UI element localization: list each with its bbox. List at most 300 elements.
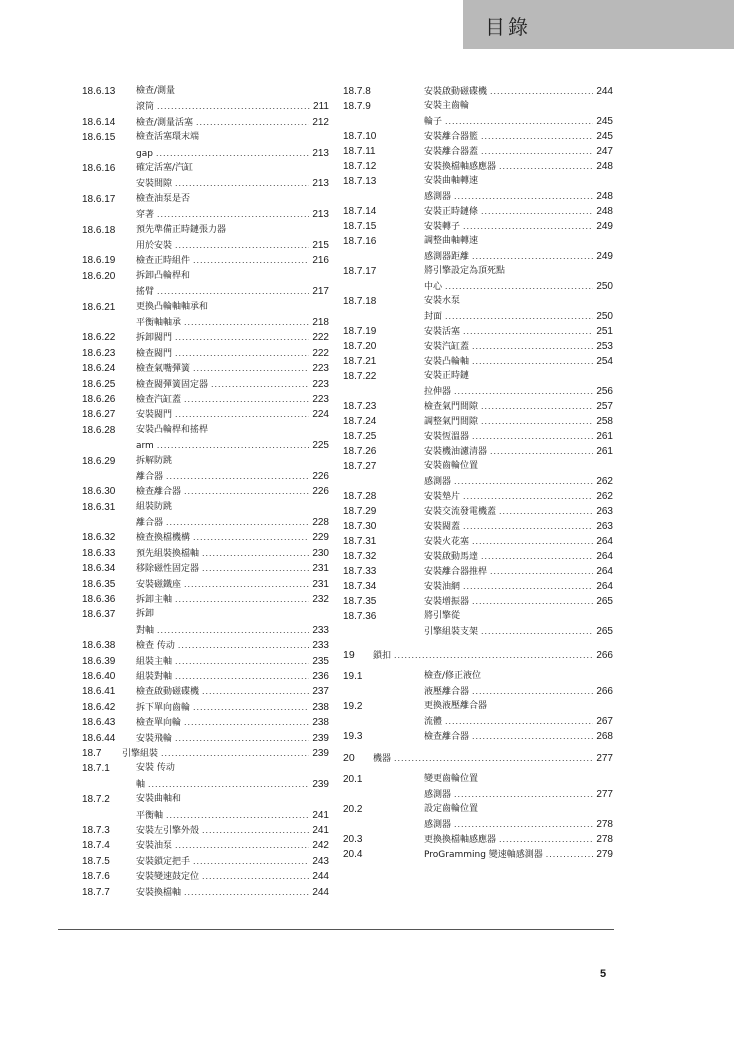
toc-entry-title: ProGramming 變速軸感測器	[424, 850, 543, 860]
toc-entry-title: 安裝墊片	[424, 492, 461, 502]
toc-entry-number: 18.7.11	[343, 146, 376, 157]
toc-entry-title: 安裝閥蓋	[424, 522, 461, 532]
toc-entry-number: 18.7.5	[82, 855, 110, 867]
toc-entry[interactable]	[82, 638, 329, 653]
dot-leader	[175, 654, 309, 669]
toc-entry-title-line1: 安裝水泵	[424, 296, 461, 306]
dot-leader	[481, 414, 593, 429]
dot-leader	[184, 392, 309, 407]
toc-entry-number: 18.7.35	[343, 596, 377, 607]
toc-entry[interactable]	[82, 484, 329, 499]
dot-leader	[490, 84, 593, 99]
toc-entry-page: 264	[596, 551, 613, 562]
toc-entry-page: 262	[596, 491, 613, 502]
toc-entry[interactable]	[343, 99, 613, 129]
toc-entry-page: 212	[312, 116, 329, 128]
toc-entry-page: 223	[312, 393, 329, 405]
toc-entry-number: 20.4	[343, 849, 363, 860]
dot-leader	[157, 207, 309, 222]
toc-entry-title: 安裝活塞	[424, 327, 461, 337]
toc-entry[interactable]	[82, 838, 329, 853]
toc-entry-title: 安裝凸輪軸	[424, 357, 470, 367]
dot-leader	[184, 885, 309, 900]
page-number: 5	[600, 968, 607, 980]
toc-entry-number: 18.6.36	[82, 594, 116, 606]
toc-entry[interactable]	[343, 729, 613, 744]
toc-entry-title-line1: 更換液壓離合器	[424, 701, 488, 711]
toc-entry[interactable]	[82, 392, 329, 407]
toc-entry-number: 18.7.10	[343, 131, 377, 142]
toc-entry-page: 243	[312, 855, 329, 867]
toc-entry[interactable]	[343, 669, 613, 699]
toc-entry-title-line1: 安裝 传动	[136, 763, 175, 774]
toc-entry-number: 18.6.44	[82, 732, 116, 744]
toc-entry-number: 18.7.29	[343, 506, 377, 517]
toc-entry-title: 安裝磁鐵座	[136, 579, 182, 590]
toc-entry-number: 18.6.32	[82, 532, 116, 544]
toc-entry-number: 18.6.43	[82, 717, 116, 729]
toc-entry[interactable]	[82, 700, 329, 715]
toc-entry-number: 19	[343, 649, 355, 661]
toc-entry[interactable]	[343, 294, 613, 324]
toc-entry-number: 18.7.14	[343, 206, 377, 217]
toc-entry-page: 257	[596, 401, 613, 412]
dot-leader	[184, 577, 309, 592]
toc-entry-page: 245	[596, 131, 613, 142]
toc-entry-number: 18.6.15	[82, 132, 116, 144]
toc-entry[interactable]	[343, 564, 613, 579]
toc-entry-title-line1: 組裝防跳	[136, 501, 173, 512]
toc-entry-title-line1: 檢查油泵是否	[136, 193, 191, 204]
toc-entry[interactable]	[343, 264, 613, 294]
toc-entry-title: 輪子	[424, 117, 443, 127]
toc-entry-number: 18.7.28	[343, 491, 377, 502]
toc-entry-title: 平衡軸	[136, 810, 164, 821]
toc-entry[interactable]	[343, 174, 613, 204]
toc-entry-page: 242	[312, 840, 329, 852]
toc-entry[interactable]	[82, 346, 329, 361]
toc-entry[interactable]	[82, 715, 329, 730]
toc-entry[interactable]	[343, 648, 613, 663]
toc-entry-page: 223	[312, 378, 329, 390]
toc-entry-number: 18.6.28	[82, 424, 116, 436]
dot-leader	[175, 330, 309, 345]
toc-entry-page: 264	[596, 566, 613, 577]
toc-entry-number: 18.6.26	[82, 393, 116, 405]
toc-entry-number: 18.6.39	[82, 655, 116, 667]
toc-entry[interactable]	[343, 519, 613, 534]
toc-entry-number: 18.6.13	[82, 86, 116, 97]
toc-entry-title: 拆卸主軸	[136, 595, 173, 606]
toc-entry-page: 250	[596, 281, 613, 292]
toc-entry-title: 安裝機油濾清器	[424, 447, 488, 457]
toc-entry-number: 18.6.25	[82, 378, 116, 390]
toc-entry-title: 軸	[136, 779, 146, 790]
toc-entry-title: 安裝恆溫器	[424, 432, 470, 442]
toc-entry[interactable]	[82, 669, 329, 684]
dot-leader	[166, 515, 309, 530]
toc-entry-number: 18.7.34	[343, 581, 377, 592]
toc-entry-title: 檢查單向輪	[136, 718, 182, 729]
toc-entry-title-line1: 安裝齒輪位置	[424, 461, 479, 471]
toc-entry-page: 249	[596, 221, 613, 232]
toc-entry-number: 18.6.35	[82, 578, 116, 590]
toc-entry[interactable]	[82, 377, 329, 392]
toc-entry-title: 檢查閥門	[136, 348, 173, 359]
toc-entry[interactable]	[82, 869, 329, 884]
toc-entry-number: 18.7.6	[82, 871, 110, 883]
toc-entry[interactable]	[82, 607, 329, 638]
toc-entry-page: 238	[312, 701, 329, 713]
toc-entry[interactable]	[343, 549, 613, 564]
toc-entry-page: 279	[596, 849, 613, 860]
toc-entry[interactable]	[343, 579, 613, 594]
dot-leader	[481, 129, 593, 144]
toc-entry-title: 安裝左引擎外殼	[136, 825, 200, 836]
dot-leader	[499, 159, 593, 174]
toc-entry[interactable]	[82, 546, 329, 561]
toc-entry[interactable]	[82, 654, 329, 669]
toc-entry-page: 277	[596, 789, 613, 800]
toc-entry-number: 18.7.13	[343, 176, 377, 187]
toc-entry[interactable]	[82, 300, 329, 331]
toc-entry-title: 安裝轉子	[424, 222, 461, 232]
toc-entry[interactable]	[343, 414, 613, 429]
toc-entry[interactable]	[82, 407, 329, 422]
toc-entry-title: 感測器	[424, 477, 452, 487]
toc-entry-title-line1: 安裝曲軸轉速	[424, 176, 479, 186]
toc-entry[interactable]	[343, 399, 613, 414]
toc-entry[interactable]	[343, 459, 613, 489]
toc-entry-title-line1: 更換凸輪軸軸承和	[136, 301, 209, 312]
toc-entry-page: 225	[312, 440, 329, 452]
toc-entry-number: 18.6.33	[82, 547, 116, 559]
toc-entry-page: 213	[312, 178, 329, 190]
toc-entry[interactable]	[343, 444, 613, 459]
toc-entry-page: 232	[312, 594, 329, 606]
toc-entry-title: 檢查換檔機構	[136, 533, 191, 544]
toc-entry-page: 262	[596, 476, 613, 487]
dot-leader	[463, 324, 593, 339]
toc-entry-number: 18.7.9	[343, 101, 371, 112]
toc-entry-page: 261	[596, 431, 613, 442]
toc-entry[interactable]	[82, 761, 329, 792]
toc-entry-title: 液壓離合器	[424, 687, 470, 697]
dot-leader	[166, 469, 309, 484]
toc-entry-title: 安裝油網	[424, 582, 461, 592]
toc-entry[interactable]	[82, 792, 329, 823]
toc-entry-page: 265	[596, 626, 613, 637]
toc-entry[interactable]	[343, 504, 613, 519]
toc-entry-title-line1: 檢查/修正液位	[424, 671, 482, 681]
toc-entry-number: 18.7.2	[82, 794, 110, 806]
toc-entry-title: 移除磁性固定器	[136, 564, 200, 575]
toc-entry[interactable]	[82, 454, 329, 485]
toc-entry[interactable]	[82, 592, 329, 607]
toc-entry[interactable]	[82, 823, 329, 838]
toc-entry-title: arm	[136, 441, 154, 452]
toc-entry-title: 安裝閥門	[136, 410, 173, 421]
dot-leader	[161, 746, 309, 761]
toc-entry[interactable]	[82, 577, 329, 592]
toc-entry-title-line1: 拆解防跳	[136, 455, 173, 466]
toc-entry[interactable]	[343, 832, 613, 847]
dot-leader	[481, 399, 593, 414]
toc-entry-number: 18.7.24	[343, 416, 377, 427]
dot-leader	[157, 623, 309, 638]
toc-entry-page: 233	[312, 640, 329, 652]
toc-entry[interactable]	[82, 500, 329, 531]
dot-leader	[454, 787, 593, 802]
dot-leader	[156, 146, 309, 161]
toc-entry[interactable]	[343, 204, 613, 219]
dot-leader	[193, 361, 309, 376]
toc-entry-title: 流體	[424, 717, 443, 727]
toc-entry-number: 20.1	[343, 774, 363, 785]
toc-entry-number: 18.7.16	[343, 236, 377, 247]
dot-leader	[175, 407, 309, 422]
toc-entry[interactable]	[82, 269, 329, 300]
toc-entry-number: 19.1	[343, 671, 363, 682]
toc-entry-title-line1: 安裝凸輪桿和搖桿	[136, 424, 209, 435]
toc-entry-title: 引擎組裝支架	[424, 627, 479, 637]
toc-entry-number: 18.6.31	[82, 501, 116, 513]
dot-leader	[463, 219, 593, 234]
toc-entry[interactable]	[343, 144, 613, 159]
toc-entry[interactable]	[82, 885, 329, 900]
toc-entry[interactable]	[343, 751, 613, 766]
toc-entry-title-line1: 拆卸凸輪桿和	[136, 270, 191, 281]
toc-entry-title-line1: 安裝曲軸和	[136, 794, 182, 805]
toc-entry-title: 感測器	[424, 790, 452, 800]
dot-leader	[481, 624, 593, 639]
toc-entry-page: 266	[596, 650, 613, 661]
toc-entry[interactable]	[343, 339, 613, 354]
dot-leader	[175, 238, 309, 253]
dot-leader	[193, 530, 309, 545]
toc-entry[interactable]	[82, 854, 329, 869]
dot-leader	[394, 648, 593, 663]
dot-leader	[184, 715, 309, 730]
toc-entry-number: 18.6.21	[82, 301, 116, 313]
toc-entry-number: 20	[343, 752, 355, 764]
toc-entry-number: 18.6.41	[82, 686, 116, 698]
toc-entry-title: 穿著	[136, 210, 155, 221]
toc-entry-page: 222	[312, 347, 329, 359]
toc-entry-page: 222	[312, 332, 329, 344]
toc-entry-page: 236	[312, 671, 329, 683]
footer-divider	[58, 929, 614, 930]
dot-leader	[490, 444, 593, 459]
toc-entry[interactable]	[343, 324, 613, 339]
toc-entry[interactable]	[343, 594, 613, 609]
toc-entry-title-line1: 調整曲軸轉速	[424, 236, 479, 246]
toc-entry-title: 安裝增振器	[424, 597, 470, 607]
toc-entry-title: 檢查閥彈簧固定器	[136, 379, 209, 390]
toc-entry-title: 更換換檔軸感應器	[424, 835, 497, 845]
toc-entry-title: 安裝火花塞	[424, 537, 470, 547]
toc-entry[interactable]	[82, 253, 329, 268]
toc-entry-title: 機器	[373, 754, 392, 764]
dot-leader	[472, 684, 593, 699]
toc-entry[interactable]	[82, 361, 329, 376]
toc-entry-page: 216	[312, 255, 329, 267]
dot-leader	[157, 438, 309, 453]
toc-entry-page: 239	[312, 732, 329, 744]
toc-entry[interactable]	[82, 115, 329, 130]
toc-entry[interactable]	[82, 423, 329, 454]
toc-entry-title-line1: 檢查/測量	[136, 86, 176, 96]
dot-leader	[175, 669, 309, 684]
toc-entry-page: 251	[596, 326, 613, 337]
dot-leader	[472, 249, 593, 264]
toc-entry-number: 18.7	[82, 747, 102, 759]
toc-entry[interactable]	[82, 130, 329, 161]
toc-entry[interactable]	[82, 330, 329, 345]
toc-entry-title: 檢查正時組件	[136, 256, 191, 267]
toc-entry-title: 對軸	[136, 625, 155, 636]
dot-leader	[454, 474, 593, 489]
toc-entry-page: 264	[596, 581, 613, 592]
dot-leader	[178, 638, 309, 653]
toc-entry-number: 20.2	[343, 804, 363, 815]
toc-entry-page: 261	[596, 446, 613, 457]
toc-entry-title: 預先組裝換檔軸	[136, 548, 200, 559]
dot-leader	[445, 114, 593, 129]
toc-entry-page: 231	[312, 563, 329, 575]
toc-entry-number: 18.6.37	[82, 609, 116, 621]
toc-entry-page: 266	[596, 686, 613, 697]
toc-entry[interactable]	[343, 219, 613, 234]
toc-entry-page: 229	[312, 532, 329, 544]
toc-entry-number: 18.7.33	[343, 566, 377, 577]
toc-entry-number: 18.7.22	[343, 371, 377, 382]
dot-leader	[193, 700, 309, 715]
toc-entry-title-line1: 設定齒輪位置	[424, 804, 479, 814]
toc-entry-number: 18.7.26	[343, 446, 377, 457]
toc-entry-page: 238	[312, 717, 329, 729]
dot-leader	[175, 346, 309, 361]
dot-leader	[157, 99, 310, 114]
toc-entry-title: 組裝對軸	[136, 672, 173, 683]
toc-entry[interactable]	[343, 772, 613, 802]
toc-entry[interactable]	[343, 534, 613, 549]
toc-entry-title: 安裝交流發電機蓋	[424, 507, 497, 517]
toc-entry[interactable]	[82, 530, 329, 545]
toc-entry[interactable]	[82, 746, 329, 761]
toc-entry-title: 拉伸器	[424, 387, 452, 397]
toc-entry-page: 241	[312, 809, 329, 821]
toc-entry[interactable]	[82, 731, 329, 746]
toc-entry[interactable]	[343, 369, 613, 399]
toc-entry[interactable]	[82, 684, 329, 699]
toc-entry-page: 244	[312, 886, 329, 898]
dot-leader	[481, 204, 593, 219]
toc-entry-number: 18.6.29	[82, 455, 116, 467]
toc-entry[interactable]	[343, 234, 613, 264]
toc-entry[interactable]	[343, 609, 613, 639]
toc-entry-title: 安裝啟動磁碟機	[424, 87, 488, 97]
dot-leader	[211, 377, 309, 392]
toc-entry[interactable]	[343, 699, 613, 729]
toc-entry-page: 213	[312, 147, 329, 159]
toc-entry-title: 拆下單向齒輪	[136, 702, 191, 713]
toc-entry-number: 18.7.15	[343, 221, 377, 232]
toc-entry[interactable]	[343, 159, 613, 174]
toc-entry[interactable]	[343, 84, 613, 99]
toc-entry-title: 中心	[424, 282, 443, 292]
toc-entry-title: 檢查離合器	[424, 732, 470, 742]
toc-entry-page: 258	[596, 416, 613, 427]
toc-entry-number: 18.6.23	[82, 347, 116, 359]
toc-entry-title: 安裝間隙	[136, 179, 173, 190]
toc-entry-number: 18.6.14	[82, 116, 116, 128]
toc-entry-page: 263	[596, 506, 613, 517]
toc-entry[interactable]	[343, 129, 613, 144]
toc-entry-page: 228	[312, 517, 329, 529]
toc-entry[interactable]	[343, 489, 613, 504]
dot-leader	[193, 253, 309, 268]
toc-entry-page: 264	[596, 536, 613, 547]
toc-entry-page: 248	[596, 161, 613, 172]
toc-entry[interactable]	[82, 84, 329, 115]
dot-leader	[175, 838, 309, 853]
toc-entry-page: 230	[312, 547, 329, 559]
toc-entry[interactable]	[82, 161, 329, 192]
toc-entry-title: 檢查/測量活塞	[136, 117, 194, 128]
dot-leader	[184, 484, 309, 499]
toc-entry-number: 20.3	[343, 834, 363, 845]
toc-entry-title-line1: 拆卸	[136, 609, 155, 620]
toc-entry-title: 檢查汽缸蓋	[136, 394, 182, 405]
dot-leader	[463, 519, 593, 534]
toc-entry-page: 235	[312, 655, 329, 667]
toc-entry-number: 18.7.19	[343, 326, 377, 337]
toc-entry-title-line1: 確定活塞/汽缸	[136, 162, 194, 173]
toc-entry-number: 18.7.31	[343, 536, 377, 547]
toc-entry[interactable]	[343, 429, 613, 444]
toc-entry-number: 18.6.24	[82, 363, 116, 375]
toc-entry-title: 離合器	[136, 518, 164, 529]
toc-entry-title: 安裝離合器推桿	[424, 567, 488, 577]
toc-entry-page: 248	[596, 191, 613, 202]
dot-leader	[472, 534, 593, 549]
toc-entry-title: 拆卸閥門	[136, 333, 173, 344]
toc-entry-number: 18.7.8	[343, 86, 371, 97]
toc-entry-number: 18.6.17	[82, 193, 116, 205]
toc-entry[interactable]	[82, 561, 329, 576]
toc-entry[interactable]	[82, 223, 329, 254]
dot-leader	[445, 309, 593, 324]
toc-entry-page: 218	[312, 316, 329, 328]
toc-entry-page: 265	[596, 596, 613, 607]
dot-leader	[490, 564, 593, 579]
toc-entry-title: 安裝變速鼓定位	[136, 872, 200, 883]
toc-entry-title: 安裝換檔軸感應器	[424, 162, 497, 172]
toc-entry[interactable]	[343, 354, 613, 369]
toc-entry-title: gap	[136, 148, 153, 159]
toc-entry[interactable]	[343, 802, 613, 832]
toc-entry-title: 感測器距離	[424, 252, 470, 262]
toc-entry[interactable]	[343, 847, 613, 862]
toc-entry-page: 237	[312, 686, 329, 698]
toc-entry[interactable]	[82, 192, 329, 223]
toc-entry-number: 18.7.3	[82, 824, 110, 836]
toc-entry-page: 245	[596, 116, 613, 127]
toc-entry-title-line1: 將引擎設定為頂死點	[424, 266, 506, 276]
dot-leader	[454, 384, 593, 399]
toc-entry-title: 安裝油泵	[136, 841, 173, 852]
